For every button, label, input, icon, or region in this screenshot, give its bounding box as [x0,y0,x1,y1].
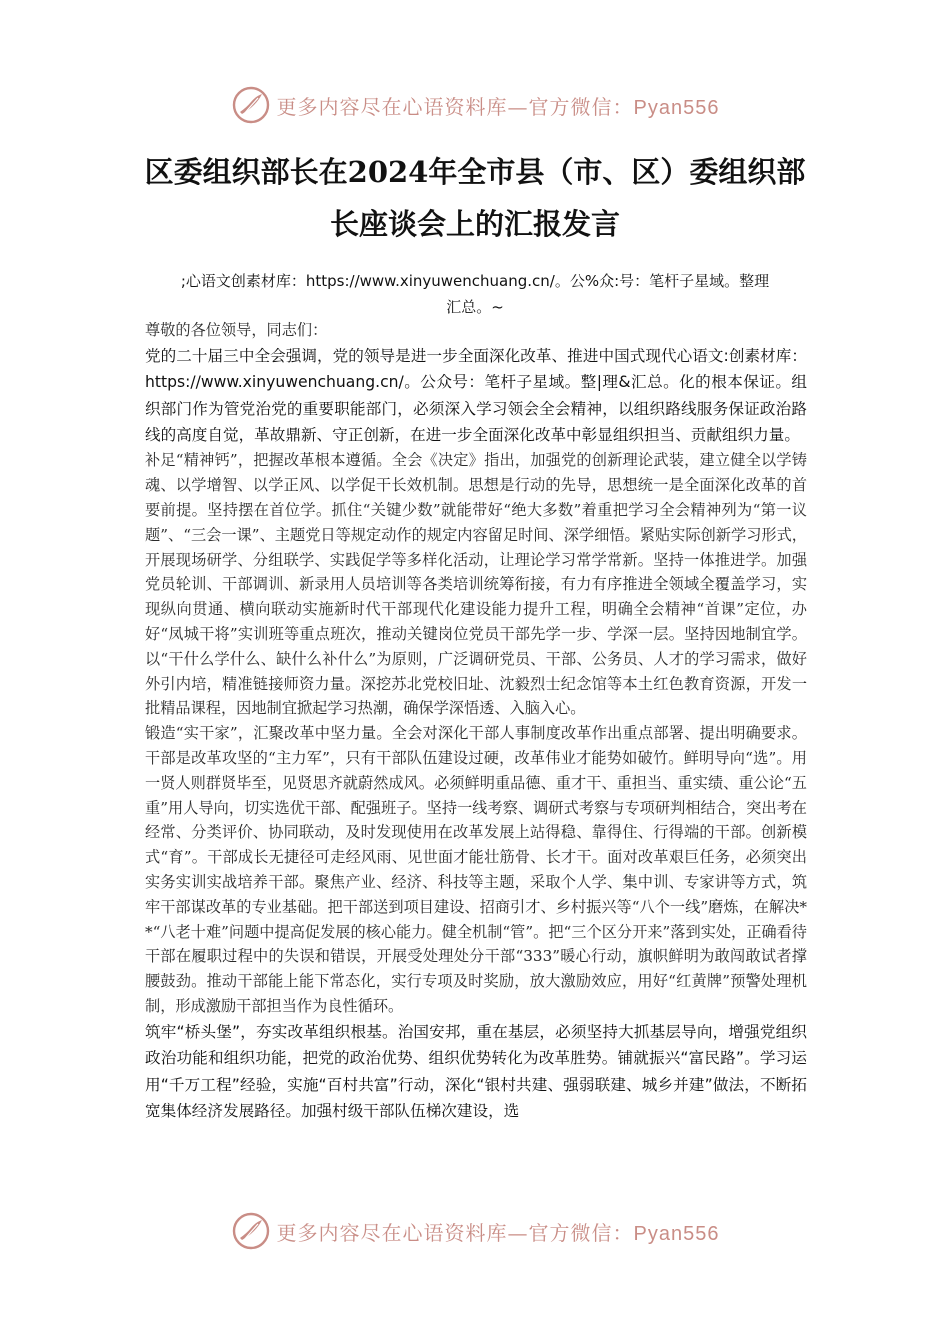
document-title [100,146,850,250]
paragraph-4: 筑牢“桥头堡”，夯实改革组织根基。治国安邦，重在基层，必须坚持大抓基层导向，增强党组织政治功能和组织功能，把党的政治优势、组织优势转化为改革胜势。铺就振兴“富民路”。学习运用“千万工程”经验，实施“百村共富”行动，深化“银村共建、强弱联建、城乡并建”做法，不断拓宽集体经济发展路径。加强村级干部队伍梯次建设，选 [145,1022,807,1120]
paragraph-3: 锻造“实干家”，汇聚改革中坚力量。全会对深化干部人事制度改革作出重点部署、提出明确要求。干部是改革攻坚的“主力军”，只有干部队伍建设过硬，改革伟业才能势如破竹。鲜明导向“选”。用一贤人则群贤毕至，见贤思齐就蔚然成风。必须鲜明重品德、重才干、重担当、重实绩、重公论“五重”用人导向，切实选优干部、配强班子。坚持一线考察、调研式考察与专项研判相结合，突出考在经常、分类评价、协同联动，及时发现使用在改革发展上站得稳、靠得住、行得端的干部。创新模式“育”。干部成长无捷径可走经风雨、见世面才能壮筋骨、长才干。面对改革艰巨任务，必须突出实务实训实战培养干部。聚焦产业、经济、科技等主题，采取个人学、集中训、专家讲等方式，筑牢干部谋改革的专业基础。把干部送到项目建设、招商引才、乡村振兴等“八个一线”磨炼，在解决**“八老十难”问题中提高促发展的核心能力。健全机制“管”。把“三个区分开来”落到实处，正确看待干部在履职过程中的失误和错误，开展受处理处分干部“333”暖心行动，旗帜鲜明为敢闯敢试者撑腰鼓劲。推动干部能上能下常态化，实行专项及时奖励，放大激励效应，用好“红黄牌”预警处理机制，形成激励干部担当作为良性循环。 [145,724,807,1015]
pen-logo-icon [231,85,271,125]
banner-text: 更多内容尽在心语资料库—官方微信：Pyan556 [276,1220,720,1245]
footer-banner [0,1206,950,1256]
paragraph-2: 补足“精神钙”，把握改革根本遵循。全会《决定》指出，加强党的创新理论武装，建立健全以学铸魂、以学增智、以学正风、以学促干长效机制。思想是行动的先导，思想统一是全面深化改革的首要前提。坚持摆在首位学。抓住“关键少数”就能带好“绝大多数”着重把学习全会精神列为“第一议题”、“三会一课”、主题党日等规定动作的规定内容留足时间、深学细悟。紧贴实际创新学习形式，开展现场研学、分组联学、实践促学等多样化活动，让理论学习常学常新。坚持一体推进学。加强党员轮训、干部调训、新录用人员培训等各类培训统筹衔接，有力有序推进全领域全覆盖学习，实现纵向贯通、横向联动实施新时代干部现代化建设能力提升工程，明确全会精神“首课”定位，办好“凤城干将”实训班等重点班次，推动关键岗位党员干部先学一步、学深一层。坚持因地制宜学。以“干什么学什么、缺什么补什么”为原则，广泛调研党员、干部、公务员、人才的学习需求，做好外引内培，精准链接师资力量。深挖苏北党校旧址、沈毅烈士纪念馆等本土红色教育资源，开发一批精品课程，因地制宜掀起学习热潮，确保学深悟透、入脑入心。 [145,451,807,718]
paragraph-1: 党的二十届三中全会强调，党的领导是进一步全面深化改革、推进中国式现代心语文:创素材库：https://www.xinyuwenchuang.cn/。公众号：笔杆子星域。整|理&汇总。化的根本保证。组织部门作为管党治党的重要职能部门，必须深入学习领会全会精神，以组织路线服务保证政治路线的高度自觉，革故鼎新、守正创新，在进一步全面深化改革中彰显组织担当、贡献组织力量。 [145,346,807,445]
title-line-2: 长座谈会上的汇报发言 [329,207,620,241]
source-note-line-2: 汇总。~ [446,298,504,316]
greeting: 尊敬的各位领导，同志们： [145,321,328,339]
title-line-1: 区委组织部长在2024年全市县（市、区）委组织部 [144,155,806,189]
header-banner [0,80,950,130]
banner-text: 更多内容尽在心语资料库—官方微信：Pyan556 [276,94,720,119]
pen-logo-icon [231,1211,271,1251]
source-note [130,268,820,320]
document-body [145,318,807,1124]
source-note-line-1: ;心语文创素材库：https://www.xinyuwenchuang.cn/。公%众:号：笔杆子星域。整理 [180,272,770,290]
